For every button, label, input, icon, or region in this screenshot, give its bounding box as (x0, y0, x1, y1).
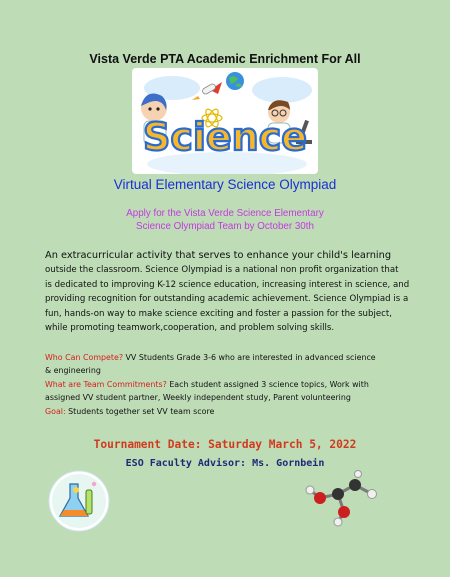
apply-line-1: Apply for the Vista Verde Science Elementary (126, 208, 324, 219)
apply-notice (0, 207, 450, 233)
science-banner (132, 68, 318, 174)
molecule-model-icon (300, 470, 390, 530)
details-section (45, 351, 415, 418)
science-banner-art (132, 68, 318, 174)
who-text: VV Students Grade 3-6 who are interested in advanced science (123, 353, 376, 362)
who-can-compete (45, 351, 415, 364)
intro-line: while promoting teamwork,cooperation, and problem solving skills. (45, 323, 335, 333)
team-commitments (45, 378, 415, 391)
commit-text: Each student assigned 3 science topics, Work with (166, 379, 369, 389)
intro-paragraph (45, 248, 415, 336)
intro-line: providing recognition for outstanding academic achievement. Science Olympiad is a (45, 294, 409, 304)
goal-text: Students together set VV team score (65, 406, 215, 416)
lab-flask-logo-icon (48, 470, 110, 532)
commit-label: What are Team Commitments? (45, 379, 167, 389)
commit-text-2: assigned VV student partner, Weekly independent study, Parent volunteering (45, 393, 351, 403)
intro-line: An extracurricular activity that serves to enhance your child's learning (45, 250, 392, 261)
intro-line: is dedicated to improving K-12 science education, increasing interest in science, and (45, 279, 410, 290)
goal (45, 405, 415, 418)
tournament-date: Tournament Date: Saturday March 5, 2022 (93, 438, 357, 451)
intro-line: outside the classroom. Science Olympiad is a national non profit organization that (45, 265, 399, 275)
faculty-advisor: ESO Faculty Advisor: Ms. Gornbein (125, 458, 325, 469)
science-word: Science (142, 115, 308, 159)
who-text-2: & engineering (45, 366, 101, 376)
goal-label: Goal: (45, 406, 66, 416)
intro-line: fun, hands-on way to make science exciting and foster a passion for the subject, (45, 308, 392, 319)
page-title: Vista Verde PTA Academic Enrichment For All (89, 52, 361, 66)
globe-icon (226, 72, 244, 90)
event-subtitle: Virtual Elementary Science Olympiad (113, 177, 337, 192)
apply-line-2: Science Olympiad Team by October 30th (136, 221, 314, 232)
who-label: Who Can Compete? (45, 353, 124, 362)
